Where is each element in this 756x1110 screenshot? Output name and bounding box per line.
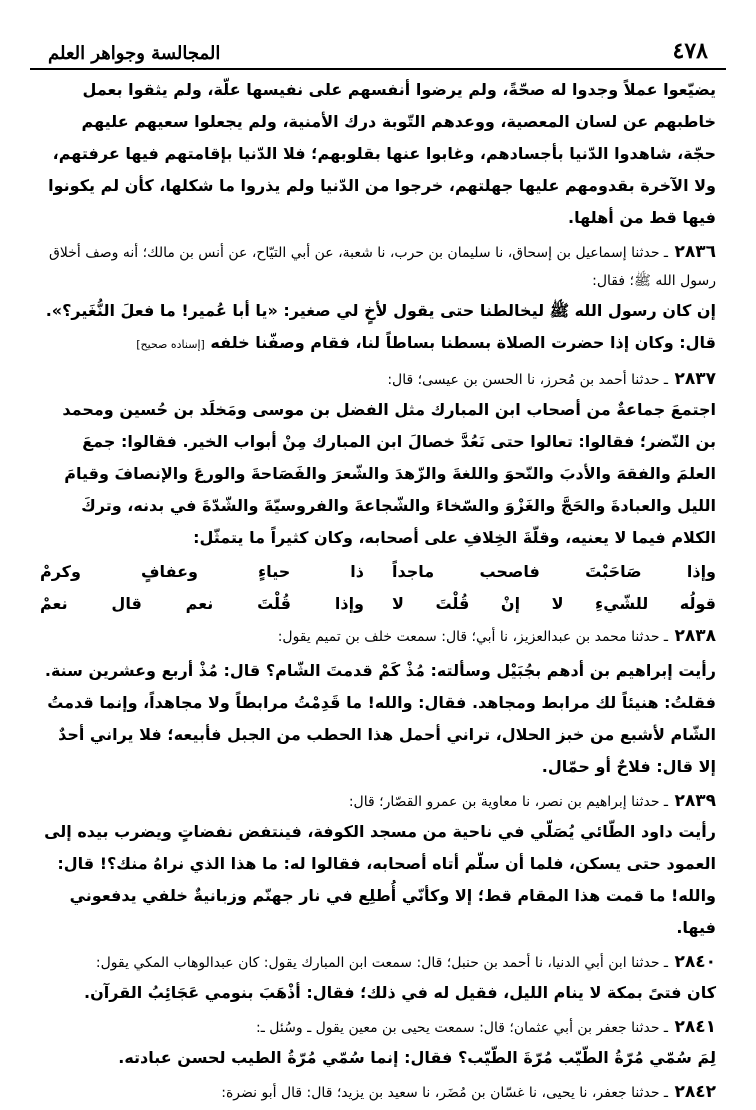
grading-tag: [إسناده صحيح] [136,338,205,351]
matn-2838: رأيت إبراهيم بن أدهم بجُبَيْل وسألته: مُذْ كَمْ قدمتَ الشّام؟ قال: مُذْ أربع وعشرين سنة. فقلتُ: هنيئاً لك مرابط ومجاهد. فقال: والله! ما قَدِمْتُ مرابطاً ولا مجاهداً، وإنما قدمتُ الشّام لأشبع من خبز الحلال، تراني أحمل هذا الحطب من الجبل فأبيعه؛ فلا يراني أحدٌ إلا قال: فلاحٌ أو حمّال. [44,661,716,776]
isnad-2837 [40,365,716,394]
isnad-2842 [40,1078,716,1107]
page-header [30,30,726,70]
isnad-text: ـ حدثنا ابن أبي الدنيا، نا أحمد بن حنبل؛ قال: سمعت ابن المبارك يقول: كان عبدالوهاب المكي يقول: [95,955,669,971]
poem-verse [40,556,716,620]
matn-2837: اجتمعَ جماعةٌ من أصحاب ابن المبارك مثل الفضل بن موسى ومَخلَد بن حُسين ومحمد بن النّضر؛ فقالوا: تعالوا حتى نَعُدَّ خصالَ ابن المبارك مِنْ أبواب الخير. فقالوا: جمعَ العلمَ والفقهَ والأدبَ والنّحوَ واللغةَ والزّهدَ والشّعرَ والفَصَاحةَ والورعَ والإنصافَ وقيامَ الليل والعبادةَ والحَجَّ والغَزْوَ والسّخاءَ والشّجاعةَ والفروسيّةَ والشّدّةَ في بدنه، وتركَ الكلام فيما لا يعنيه، وقلّةَ الخِلافِ على أصحابه، وكان كثيراً ما يتمثّل: [62,400,716,547]
isnad-text: ـ حدثنا إسماعيل بن إسحاق، نا سليمان بن حرب، نا شعبة، عن أبي التيّاح، عن أنس بن مالك؛ أنه وصف أخلاق رسول الله ﷺ؛ فقال: [49,245,716,289]
verse-2-hemistich-2: وإذا قُلْتَ نعم قال نعمْ [40,594,364,613]
isnad-2836 [40,238,716,295]
verse-2-hemistich-1: قولُه للشّيءِ لا إنْ قُلْتَ لا [392,594,716,613]
page-body [30,70,726,1107]
verse-1-hemistich-1: وإذا صَاحَبْتَ فاصحب ماجداً [392,562,716,581]
isnad-2838 [40,622,716,651]
matn-2840: كان فتىً بمكة لا ينام الليل، فقيل له في ذلك؛ فقال: أذْهَبَ بنومي عَجَائِبُ القرآن. [84,983,716,1002]
matn-text: إن كان رسول الله ﷺ ليخالطنا حتى يقول لأخٍ لي صغير: «يا أبا عُمير! ما فعلَ النُّغَير؟». قال: وكان إذا حضرت الصلاة بسطنا بساطاً لنا، فقام وصفّنا خلفه [45,301,716,352]
entry-number: ٢٨٣٦ [674,242,716,262]
matn-2836 [40,295,716,361]
isnad-2840 [40,948,716,977]
isnad-text: ـ حدثنا محمد بن عبدالعزيز، نا أبي؛ قال: سمعت خلف بن تميم يقول: [277,629,669,645]
isnad-text: ـ حدثنا إبراهيم بن نصر، نا معاوية بن عمرو القصّار؛ قال: [348,794,669,810]
page-number: ٤٧٨ [672,38,708,64]
entry-number: ٢٨٤٢ [674,1082,716,1102]
entry-number: ٢٨٣٨ [674,626,716,646]
matn-2841: لِمَ سُمّي مُرّةُ الطّيّب مُرّةَ الطّيّب؟ فقال: إنما سُمّي مُرّةُ الطيب لحسن عبادته. [118,1048,716,1067]
running-title: المجالسة وجواهر العلم [48,43,221,64]
entry-number: ٢٨٣٧ [674,369,716,389]
entry-number: ٢٨٤٠ [674,952,716,972]
isnad-text: ـ حدثنا جعفر بن أبي عثمان؛ قال: سمعت يحيى بن معين يقول ـ وسُئل ـ: [256,1020,669,1036]
isnad-2841 [40,1013,716,1042]
entry-number: ٢٨٣٩ [674,791,716,811]
isnad-text: ـ حدثنا جعفر، نا يحيى، نا غسّان بن مُضَر، نا سعيد بن يزيد؛ قال: قال أبو نضرة: [221,1085,669,1101]
matn-2839: رأيت داود الطّائي يُصَلّي في ناحية من مسجد الكوفة، فينتفض نفضاتٍ ويضرب بيده إلى العمود حتى يسكن، فلما أن سلّم أتاه أصحابه، فقالوا له: ما هذا الذي نراهُ منك؟! قال: والله! ما قمت هذا المقام قط؛ إلا وكأنّي أُطلِع في نار جهنّم وزبانيةٌ خلفي يدفعوني فيها. [44,822,716,937]
intro-paragraph: يضيّعوا عملاً وجدوا له صحّةً، ولم يرضوا أنفسهم على نفيسها علّة، ولم يثقوا بعمل خاطبهم عن لسان المعصية، ووعدهم التّوبة درك الأمنية، ولم يجعلوا سعيهم عليهم حجّة، شاهدوا الدّنيا بأجسادهم، وغابوا عنها بقلوبهم؛ فلا الدّنيا بإقامتهم فيها عرفتهم، ولا الآخرة بقدومهم عليها جهلتهم، خرجوا من الدّنيا ولم يذروا ما شكلها، كأن لم يكونوا فيها قط من أهلها. [48,80,716,227]
entry-number: ٢٨٤١ [674,1017,716,1037]
isnad-text: ـ حدثنا أحمد بن مُحرز، نا الحسن بن عيسى؛ قال: [387,372,669,388]
verse-1-hemistich-2: ذا حياءٍ وعفافٍ وكرمْ [40,562,364,581]
isnad-2839 [40,787,716,816]
